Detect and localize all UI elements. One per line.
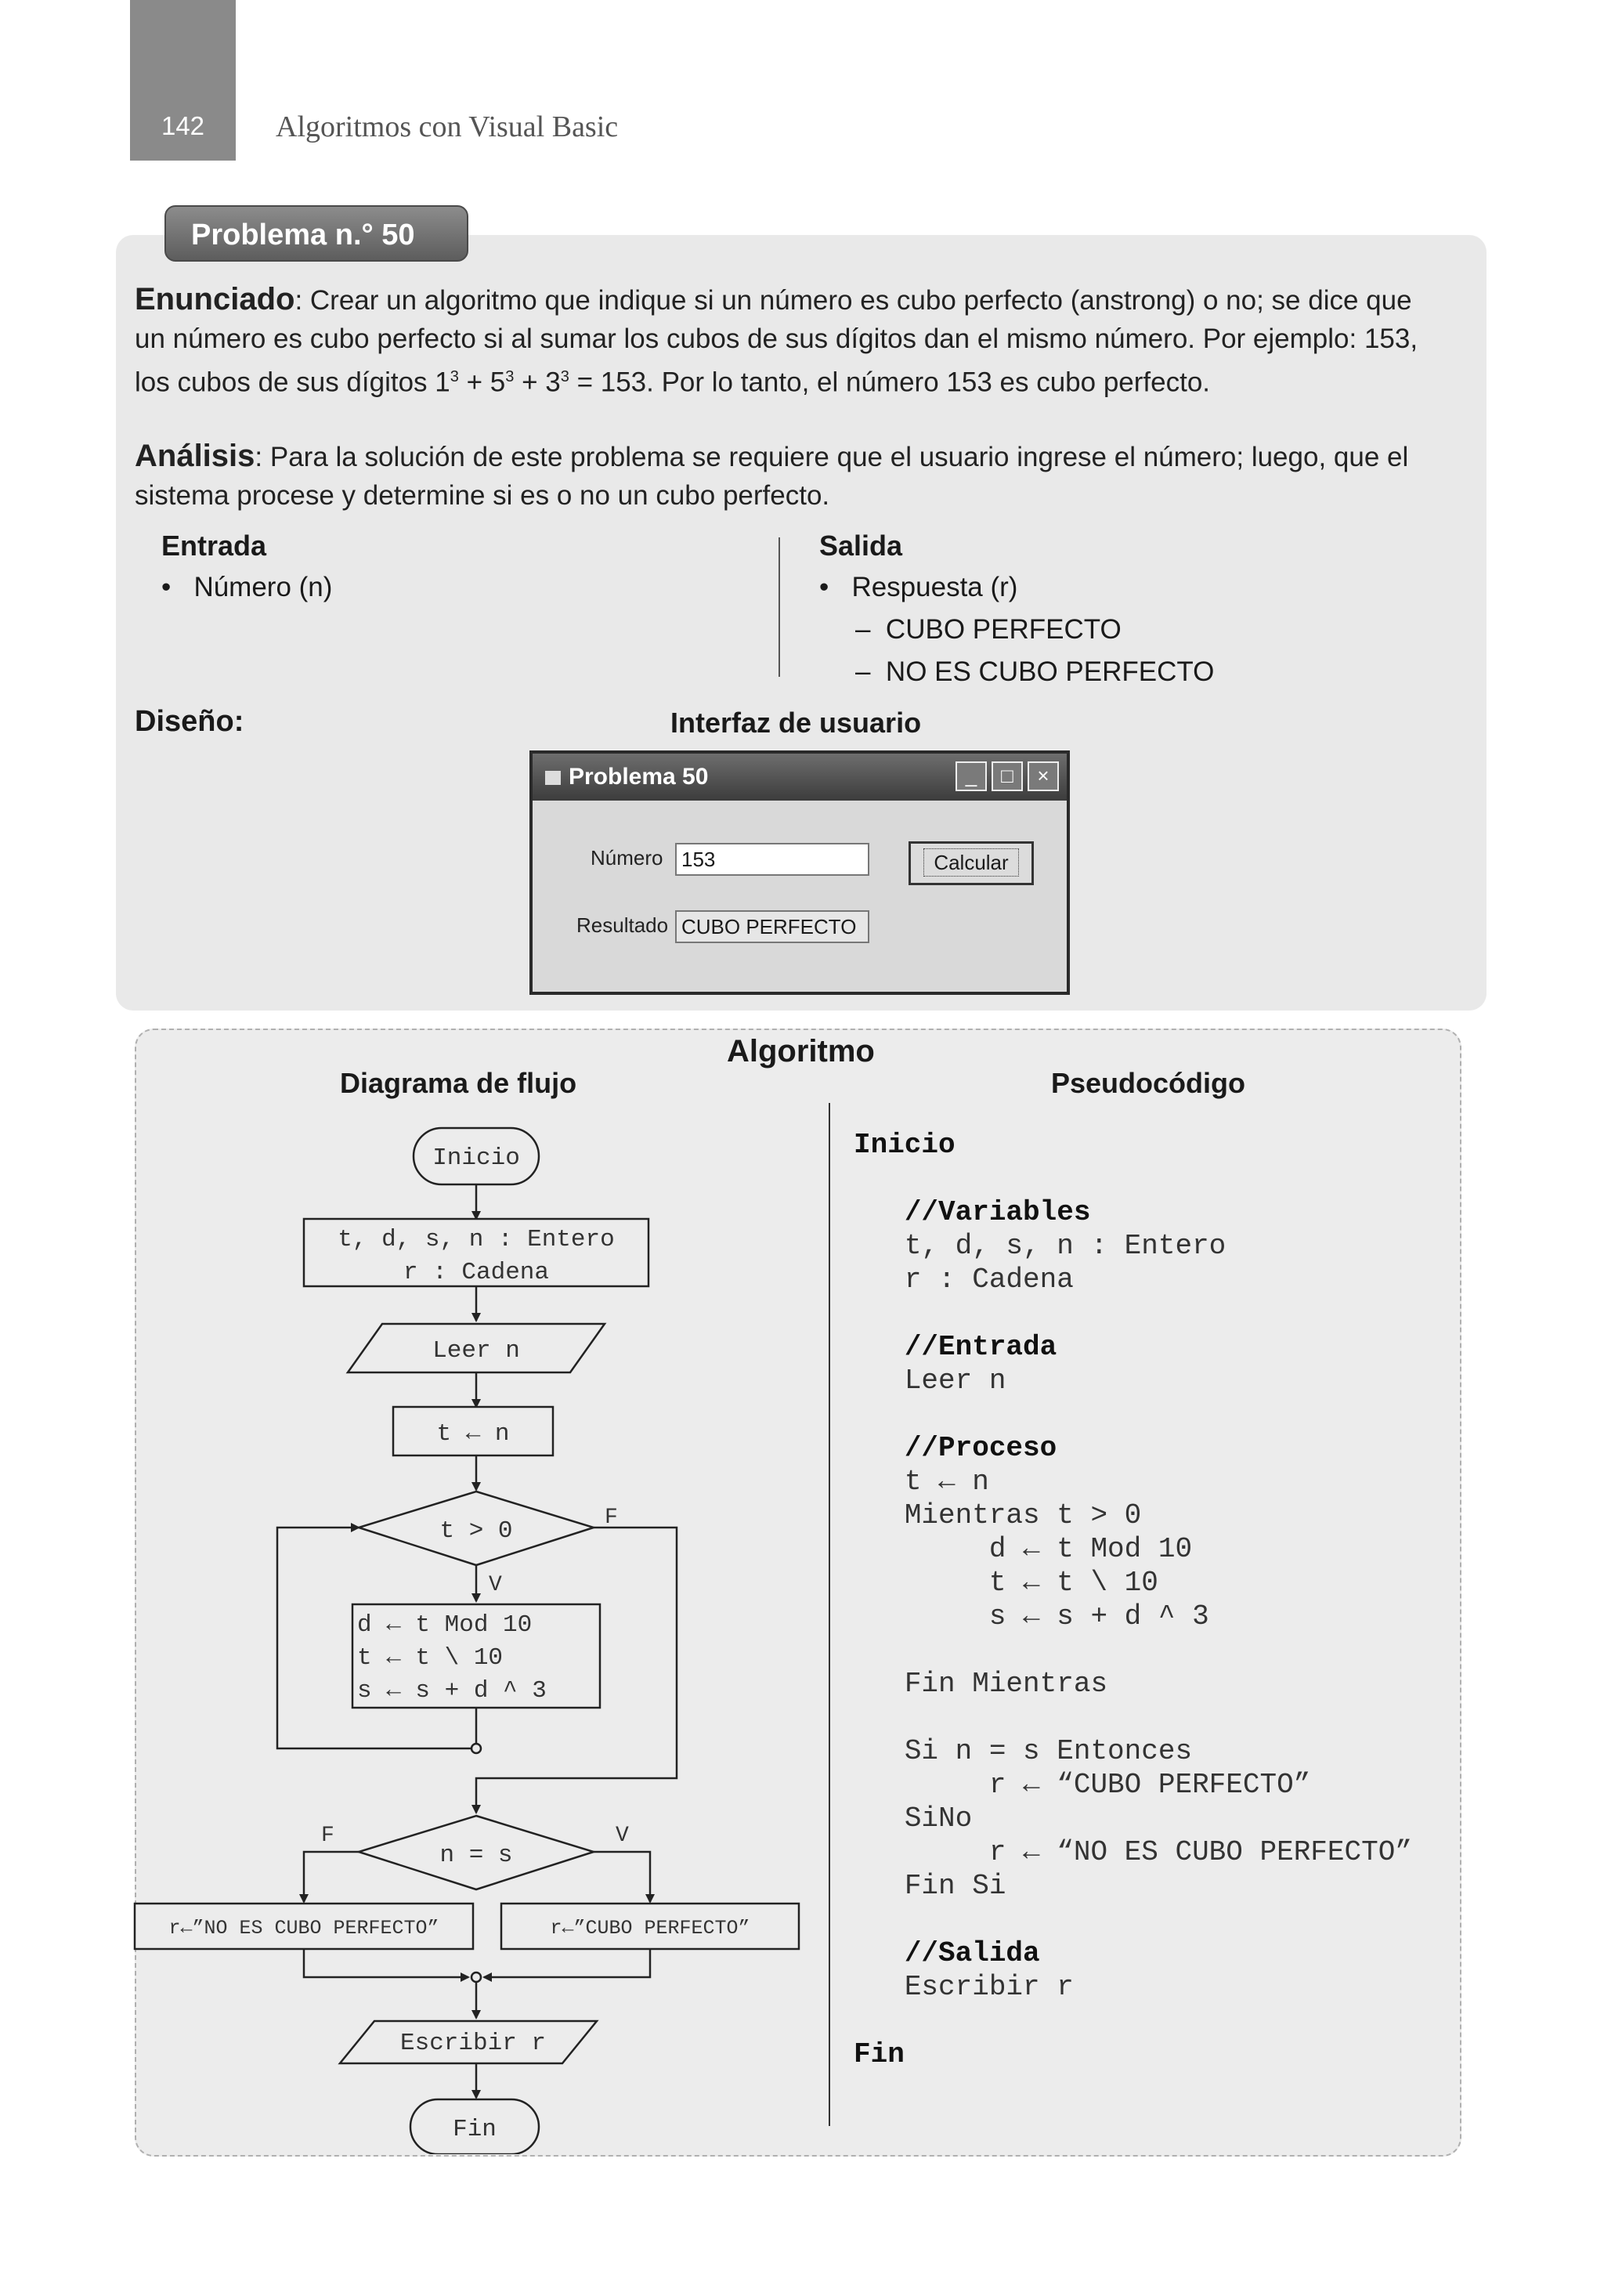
decl-line-1: t, d, s, n : Entero: [338, 1226, 615, 1253]
problem-badge: Problema n.° 50: [164, 205, 468, 262]
analisis-line-2: sistema procese y determine si es o no un cubo perfecto.: [135, 480, 830, 511]
cond1-text: t > 0: [439, 1517, 513, 1545]
assign-text: t ← n: [436, 1420, 510, 1448]
cond1-false-label: F: [605, 1506, 618, 1530]
enunciado-line-2: un número es cubo perfecto si al sumar los cubos de sus dígitos dan el mismo número. Por ejemplo: 153,: [135, 324, 1418, 354]
pc-line-10: r ← “NO ES CUBO PERFECTO”: [988, 1836, 1412, 1868]
cond2-true-label: V: [616, 1824, 629, 1848]
decl-line-2: r : Cadena: [403, 1259, 550, 1286]
pc-line-11: Fin Si: [904, 1870, 1006, 1902]
merge-junction: [471, 1972, 481, 1982]
pc-escribir: Escribir r: [904, 1971, 1074, 2003]
body-line-2: t ← t \ 10: [357, 1644, 504, 1672]
entrada-item: • Número (n): [161, 572, 333, 602]
pseudo-title: Pseudocódigo: [1051, 1067, 1246, 1099]
enunciado-line-1: Enunciado: Crear un algoritmo que indique si un número es cubo perfecto (anstrong) o no; se dice que: [135, 282, 1412, 316]
pc-line-3: d ← t Mod 10: [988, 1533, 1193, 1565]
arrow-cond2-false: [304, 1852, 359, 1902]
cond2-false-label: F: [321, 1824, 334, 1848]
algorithm-divider: [829, 1103, 830, 2126]
arrow-merge-right: [484, 1949, 650, 1977]
arrow-cond2-true: [594, 1852, 650, 1902]
algorithm-title: Algoritmo: [727, 1034, 875, 1068]
maximize-button[interactable]: □: [992, 761, 1023, 791]
enunciado: [135, 280, 1471, 402]
calcular-button[interactable]: Calcular: [909, 841, 1034, 885]
inicio-text: Inicio: [432, 1144, 520, 1172]
book-title: Algoritmos con Visual Basic: [276, 110, 619, 143]
flow-title: Diagrama de flujo: [340, 1067, 577, 1099]
pc-line-7: Si n = s Entonces: [904, 1735, 1193, 1767]
fin-text: Fin: [453, 2116, 497, 2143]
salida-sub-1: – CUBO PERFECTO: [855, 614, 1122, 645]
analisis: [135, 437, 1471, 515]
pc-line-6: Fin Mientras: [904, 1668, 1108, 1700]
pc-comment-entrada: //Entrada: [904, 1331, 1057, 1363]
pc-line-8: r ← “CUBO PERFECTO”: [988, 1769, 1311, 1801]
minimize-button[interactable]: _: [956, 761, 987, 791]
pseudocode: [854, 1128, 1412, 2071]
pc-line-1: t ← n: [904, 1466, 989, 1498]
window-app-icon: [545, 771, 561, 785]
pc-leer: Leer n: [904, 1365, 1006, 1397]
resultado-field: CUBO PERFECTO: [675, 910, 869, 943]
diseno-label: Diseño:: [135, 705, 244, 738]
close-button[interactable]: ×: [1028, 761, 1059, 791]
pc-vars-2: r : Cadena: [904, 1264, 1074, 1296]
pc-comment-salida: //Salida: [904, 1937, 1040, 1969]
ui-title: Interfaz de usuario: [670, 707, 922, 739]
enunciado-line-3: los cubos de sus dígitos $1^3 + 5^3 + 3^3 = 153$. Por lo tanto, el número 153 es cubo perfecto.: [135, 367, 1211, 398]
salida-title: Salida: [819, 530, 903, 562]
body-line-1: d ← t Mod 10: [357, 1611, 533, 1639]
analisis-label: Análisis: [135, 439, 255, 473]
numero-input[interactable]: 153: [675, 843, 869, 876]
page-number: 142: [161, 111, 205, 140]
enunciado-label: Enunciado: [135, 282, 295, 316]
leer-text: Leer n: [432, 1337, 520, 1365]
entrada-title: Entrada: [161, 530, 267, 562]
numero-label: Número: [591, 846, 663, 870]
es-text: r←”CUBO PERFECTO”: [550, 1917, 750, 1940]
pc-comment-variables: //Variables: [904, 1196, 1091, 1228]
flowchart: [125, 1105, 815, 2154]
escribir-text: Escribir r: [399, 2030, 547, 2057]
loop-junction: [471, 1744, 481, 1753]
app-window: [529, 750, 1070, 995]
pc-line-9: SiNo: [904, 1802, 973, 1835]
cond1-true-label: V: [489, 1573, 502, 1597]
arrow-merge-left: [304, 1949, 468, 1977]
salida-sub-2: – NO ES CUBO PERFECTO: [855, 656, 1215, 687]
pc-line-5: s ← s + d ^ 3: [988, 1600, 1209, 1633]
window-title: Problema 50: [569, 764, 709, 790]
pc-line-4: t ← t \ 10: [988, 1567, 1158, 1599]
analisis-line-1: Análisis: Para la solución de este problema se requiere que el usuario ingrese el número; luego, que el: [135, 439, 1409, 473]
salida-item: • Respuesta (r): [819, 572, 1018, 602]
pc-fin: Fin: [854, 2038, 905, 2070]
pc-inicio: Inicio: [854, 1129, 956, 1161]
pc-line-2: Mientras t > 0: [904, 1499, 1142, 1531]
resultado-label: Resultado: [576, 913, 669, 937]
io-divider: [779, 537, 780, 677]
no-es-text: r←”NO ES CUBO PERFECTO”: [168, 1917, 439, 1940]
pc-vars-1: t, d, s, n : Entero: [904, 1230, 1226, 1262]
cond2-text: n = s: [439, 1842, 513, 1869]
body-line-3: s ← s + d ^ 3: [357, 1677, 547, 1705]
pc-comment-proceso: //Proceso: [904, 1432, 1057, 1464]
